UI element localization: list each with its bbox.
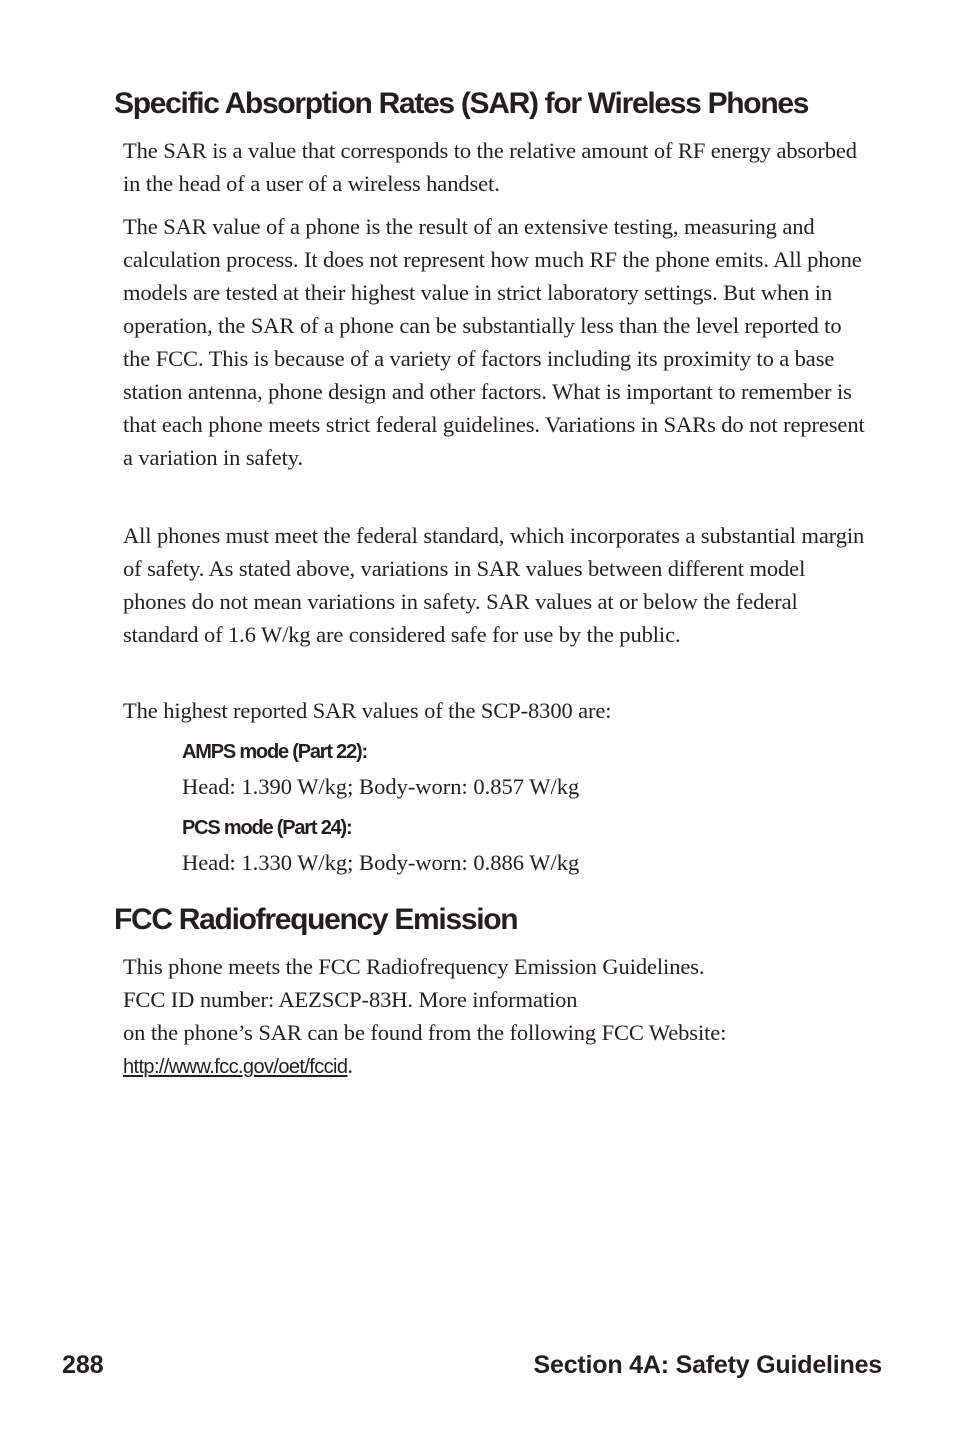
fcc-website-link[interactable]: http://www.fcc.gov/oet/fccid xyxy=(123,1056,348,1078)
sar-heading: Specific Absorption Rates (SAR) for Wireless Phones xyxy=(114,87,809,120)
pcs-mode-label: PCS mode (Part 24): xyxy=(182,817,352,839)
fcc-paragraph xyxy=(123,950,868,1084)
pcs-mode-values: Head: 1.330 W/kg; Body-worn: 0.886 W/kg xyxy=(182,850,580,875)
fcc-link-period: . xyxy=(347,1053,353,1078)
footer-section-title: Section 4A: Safety Guidelines xyxy=(533,1351,882,1379)
sar-paragraph-testing: The SAR value of a phone is the result of an extensive testing, measuring and calculation process. It does not represent how much RF the phone emits. All phone models are tested at their highest value in strict laboratory settings. But when in operation, the SAR of a phone can be substantially less than the level reported to the FCC. This is because of a variety of factors including its proximity to a base station antenna, phone design and other factors. What is important to remember is that each phone meets strict federal guidelines. Variations in SARs do not represent a variation in safety. xyxy=(123,214,865,470)
amps-mode-label: AMPS mode (Part 22): xyxy=(182,741,367,763)
fcc-line-id: FCC ID number: AEZSCP-83H. More information xyxy=(123,987,578,1012)
sar-paragraph-definition: The SAR is a value that corresponds to the relative amount of RF energy absorbed in the head of a user of a wireless handset. xyxy=(123,138,857,196)
page-number: 288 xyxy=(62,1351,104,1379)
fcc-line-guidelines: This phone meets the FCC Radiofrequency Emission Guidelines. xyxy=(123,954,705,979)
sar-paragraph-highest-values: The highest reported SAR values of the SCP-8300 are: xyxy=(123,698,612,723)
fcc-line-website: on the phone’s SAR can be found from the following FCC Website: xyxy=(123,1020,727,1045)
fcc-heading: FCC Radiofrequency Emission xyxy=(114,903,518,936)
amps-mode-values: Head: 1.390 W/kg; Body-worn: 0.857 W/kg xyxy=(182,774,580,799)
fcc-link-line xyxy=(123,1049,868,1084)
sar-paragraph-standard: All phones must meet the federal standard, which incorporates a substantial margin of safety. As stated above, variations in SAR values between different model phones do not mean variations in safety. SAR values at or below the federal standard of 1.6 W/kg are considered safe for use by the public. xyxy=(123,523,865,647)
